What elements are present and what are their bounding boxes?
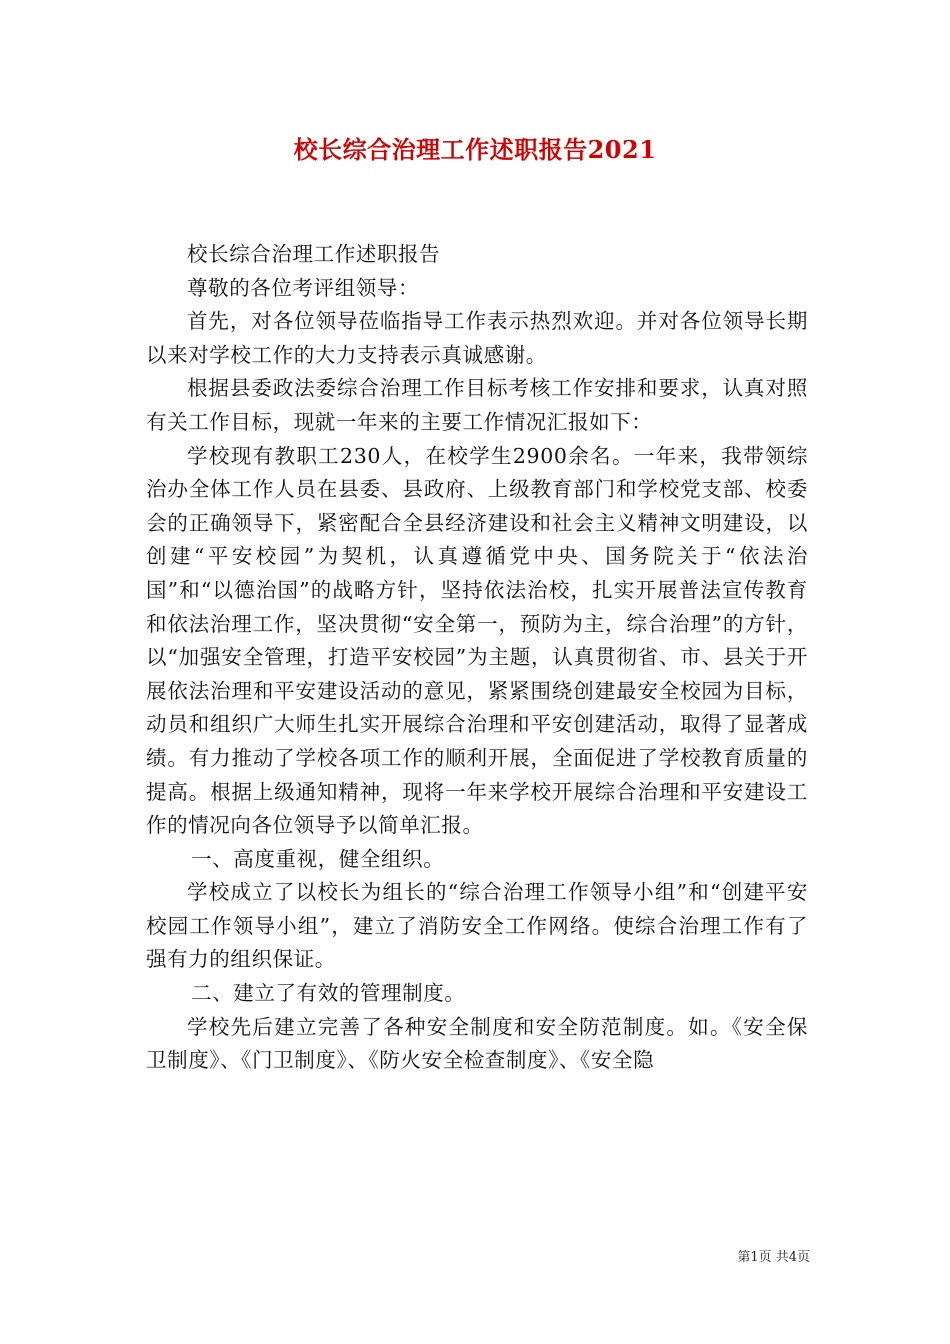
section-heading: 二、建立了有效的管理制度。 (191, 981, 466, 1006)
document-body (146, 238, 808, 1078)
paragraph: 根据县委政法委综合治理工作目标考核工作安排和要求，认真对照有关工作目标，现就一年来的主要工作情况汇报如下： (146, 376, 808, 434)
section-heading: 一、高度重视，健全组织。 (191, 846, 445, 871)
paragraph: 首先，对各位领导莅临指导工作表示热烈欢迎。并对各位领导长期以来对学校工作的大力支持表示真诚感谢。 (146, 309, 808, 367)
salutation-line: 尊敬的各位考评组领导： (187, 275, 420, 300)
document-title: 校长综合治理工作述职报告2021 (293, 135, 657, 164)
paragraph: 学校现有教职工230人，在校学生2900余名。一年来，我带领综治办全体工作人员在县委、县政府、上级教育部门和学校党支部、校委会的正确领导下，紧密配合全县经济建设和社会主义精神文明建设，以创建“平安校园”为契机，认真遵循党中央、国务院关于“依法治国”和“以德治国”的战略方针，坚持依法治校，扎实开展普法宣传教育和依法治理工作，坚决贯彻“安全第一，预防为主，综合治理”的方针，以“加强安全管理，打造平安校园”为主题，认真贯彻省、市、县关于开展依法治理和平安建设活动的意见，紧紧围绕创建最安全校园为目标，动员和组织广大师生扎实开展综合治理和平安创建活动，取得了显著成绩。有力推动了学校各项工作的顺利开展，全面促进了学校教育质量的提高。根据上级通知精神，现将一年来学校开展综合治理和平安建设工作的情况向各位领导予以简单汇报。 (146, 443, 808, 838)
paragraph: 学校先后建立完善了各种安全制度和安全防范制度。如。《安全保卫制度》、《门卫制度》、《防火安全检查制度》、《安全隐 (146, 1014, 808, 1073)
page-number: 第1页 共4页 (737, 1250, 810, 1265)
subtitle-line: 校长综合治理工作述职报告 (187, 242, 441, 266)
paragraph: 学校成立了以校长为组长的“综合治理工作领导小组”和“创建平安校园工作领导小组”，建立了消防安全工作网络。使综合治理工作有了强有力的组织保证。 (146, 880, 808, 972)
